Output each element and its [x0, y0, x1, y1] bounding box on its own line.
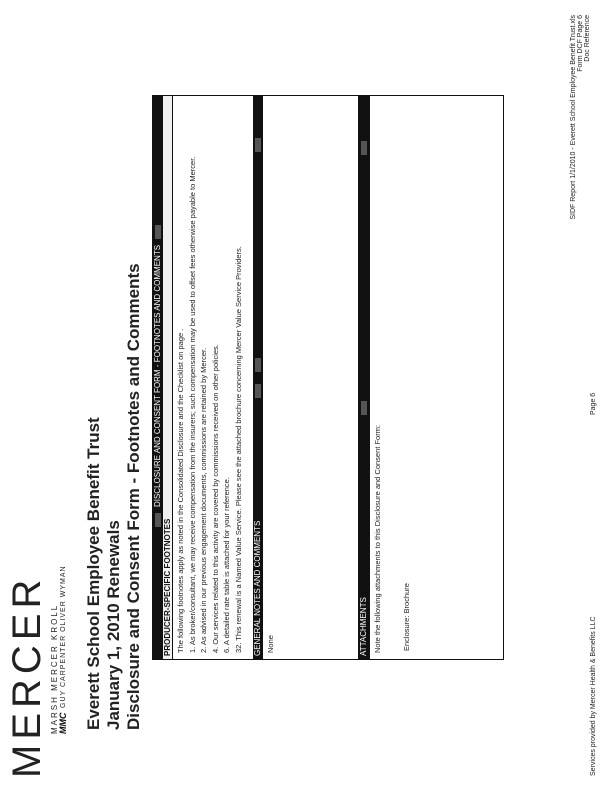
- section-general-notes-label: GENERAL NOTES AND COMMENTS: [253, 520, 262, 656]
- attachments-body: Note the following attachments to this Disclosure and Consent Form:: [373, 424, 382, 653]
- section-footnotes-header: PRODUCER-SPECIFIC FOOTNOTES: [163, 96, 173, 659]
- general-notes-body: None: [266, 635, 275, 653]
- footnote-item: 1. As broker/consultant, we may receive compensation from the insurers; such compensation may be used to offset fees otherwise payable to Mercer.: [187, 156, 197, 653]
- mercer-logo: MERCER: [5, 574, 49, 778]
- enclosure-note: Enclosure: Brochure: [402, 583, 411, 651]
- footer-reference-line3: Doc Reference: [584, 15, 591, 62]
- section-attachments-header: [358, 96, 370, 659]
- document-title: [84, 263, 144, 730]
- title-line2: January 1, 2010 Renewals: [104, 520, 123, 730]
- title-line3: Disclosure and Consent Form - Footnotes and Comments: [124, 263, 143, 730]
- footnote-item: 4. Our services related to this activity are covered by commissions received on other policies.: [210, 344, 220, 653]
- section-general-notes-header: [253, 96, 263, 659]
- disclosure-table: [152, 95, 504, 660]
- family-of-companies-line2: GUY CARPENTER OLIVER WYMAN: [60, 565, 67, 708]
- footer-page-number: Page 6: [590, 392, 597, 415]
- footnote-item: The following footnotes apply as noted in the Consolidated Disclosure and the Checklist on page .: [176, 328, 185, 653]
- title-line1: Everett School Employee Benefit Trust: [84, 417, 103, 730]
- mmc-mark: MMC: [58, 712, 68, 734]
- footer-provider: Services provided by Mercer Health & Benefits LLC: [590, 616, 597, 776]
- footnote-item: 2. As advised in our previous engagement documents, commissions are retained by Mercer.: [199, 347, 208, 653]
- footer-reference-line2: Form DCF Page 6: [577, 15, 584, 72]
- footnotes-list: [175, 157, 244, 653]
- footnote-item: 32. This renewal is a Named Value Service. Please see the attached brochure concerning Mercer Value Service Providers.: [233, 246, 243, 653]
- footer-reference-line1: SIDF Report 1/1/2010 - Everett School Employee Benefit Trust.xls: [570, 15, 577, 220]
- table-top-bar-label: DISCLOSURE AND CONSENT FORM - FOOTNOTES AND COMMENTS: [153, 244, 162, 508]
- footnote-item: 6. A detailed rate table is attached for your reference.: [222, 477, 231, 653]
- footer-reference: [570, 15, 591, 245]
- family-of-companies-line: MARSH MERCER KROLL: [50, 603, 59, 734]
- table-top-bar: [153, 96, 163, 659]
- section-attachments-label: ATTACHMENTS: [359, 597, 368, 656]
